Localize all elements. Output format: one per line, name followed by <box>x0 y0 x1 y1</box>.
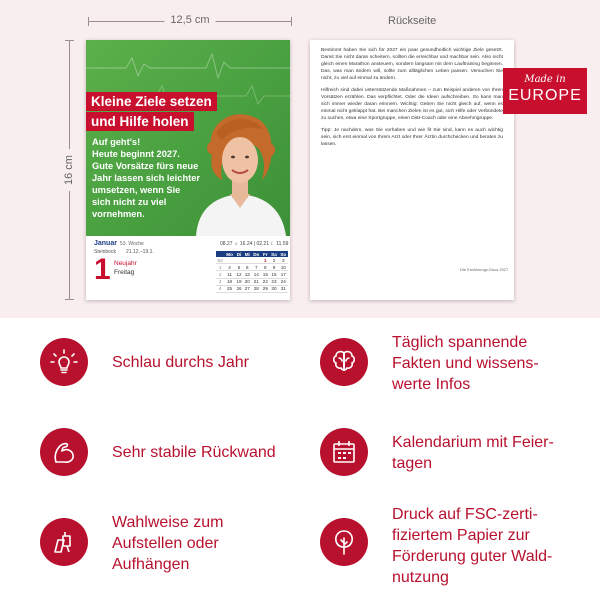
feature-line: nutzung <box>392 569 449 586</box>
headline-line-2: und Hilfe holen <box>86 112 194 131</box>
feature-line: fiziertem Papier zur <box>392 527 530 544</box>
zodiac-sign: Steinbock <box>94 249 116 255</box>
mini-calendar-header: Mo <box>224 251 235 257</box>
mini-calendar-cell: 7 <box>251 264 261 271</box>
mini-calendar-header: Di <box>236 251 242 257</box>
feature-text <box>392 332 539 395</box>
mini-calendar-cell: 8 <box>261 264 269 271</box>
zodiac-range: 21.12.–19.1. <box>126 249 154 255</box>
feature-line: Sehr stabile Rückwand <box>112 444 276 461</box>
mini-calendar-cell: 26 <box>236 286 242 292</box>
lead-line: umsetzen, wenn Sie <box>92 185 181 195</box>
mini-calendar-cell: 13 <box>244 271 250 277</box>
made-in-europe-badge <box>503 68 587 114</box>
mini-calendar-cell: 2 <box>216 271 224 278</box>
mini-calendar-row <box>216 285 288 292</box>
back-paragraph: Tipp: Je nachdem, was Sie vorhaben und wie fit Sie sind, kann es auch wichtig sein, sich erst einmal von Ihrem Arzt oder Ihrer Ärztin durchchecken und beraten zu lassen. <box>321 128 503 147</box>
mini-calendar-cell: 10 <box>279 264 289 271</box>
ecg-line-decoration <box>86 50 290 80</box>
calendar-front-page <box>86 40 290 300</box>
mini-calendar-cell: 17 <box>279 271 289 278</box>
mini-calendar-cell: 12 <box>236 271 242 277</box>
mini-calendar-cell: 3 <box>216 278 224 285</box>
mini-calendar-row <box>216 257 288 264</box>
calendar-date-bar <box>86 236 290 300</box>
feature-line: Täglich spannende <box>392 334 528 351</box>
cover-photo <box>86 40 290 236</box>
feature-line: werte Infos <box>392 376 471 393</box>
mini-calendar-cell: 21 <box>251 278 261 285</box>
mini-calendar-header: Do <box>253 251 260 257</box>
mini-calendar-cell: 1 <box>216 264 224 271</box>
lead-line: Heute beginnt 2027. <box>92 149 180 159</box>
mini-calendar-cell: 14 <box>251 271 261 278</box>
mini-calendar-cell: 16 <box>271 271 277 277</box>
mini-calendar-cell <box>235 257 243 264</box>
feature-text <box>112 512 223 575</box>
back-side-label: Rückseite <box>388 15 437 27</box>
lead-line: Auf geht's! <box>92 137 141 147</box>
back-paragraph: Bestimmt haben Sie sich für 2027 ein paar gesundheitlich wichtige Ziele gesetzt. Damit Sie nicht daran scheitern, sollten die erreichbar und machbar sein. Also nicht gleich einen Marathon ansteuern, sondern langsam mit dem Lauftraining beginnen. Das, was man ändern will, sollte zum alltäglichen Leben passen. Versuchen Sie nicht, zu viel auf einmal zu ändern. <box>321 48 503 81</box>
feature-text <box>392 432 554 474</box>
strong-arm-icon <box>40 428 88 476</box>
feature-line: Aufstellen oder <box>112 535 219 552</box>
mini-calendar-row <box>216 264 288 271</box>
holiday-label: Neujahr <box>114 260 137 267</box>
width-dimension <box>88 14 292 28</box>
lead-line: Jahr lassen sich leichter <box>92 173 201 183</box>
mini-calendar-cell: 25 <box>224 285 235 292</box>
feature-list <box>0 318 600 600</box>
feature-line: Kalendarium mit Feier- <box>392 434 554 451</box>
mini-calendar-cell: 31 <box>279 285 289 292</box>
mini-calendar-header: Mi <box>244 251 250 257</box>
feature-line: Förderung guter Wald- <box>392 548 553 565</box>
stand-hang-icon <box>40 518 88 566</box>
feature-text <box>112 442 276 463</box>
mini-calendar-cell: 19 <box>236 279 242 285</box>
mini-calendar-cell: 20 <box>244 279 250 285</box>
mini-calendar-cell: 27 <box>244 286 250 292</box>
tree-icon <box>320 518 368 566</box>
calendar-back-page <box>310 40 514 300</box>
day-number: 1 <box>94 253 111 286</box>
mini-calendar-cell: 2 <box>269 257 278 264</box>
mini-calendar-cell: 6 <box>243 264 251 271</box>
mini-calendar-cell: 29 <box>262 286 268 292</box>
lightbulb-icon <box>40 338 88 386</box>
headline-line-1: Kleine Ziele setzen <box>86 92 217 111</box>
feature-line: Wahlweise zum <box>112 514 224 531</box>
mini-calendar-cell: 28 <box>251 285 261 292</box>
mini-calendar-cell: 4 <box>224 264 235 271</box>
mini-calendar-cell: 1 <box>261 257 269 264</box>
mini-calendar-cell <box>224 257 235 264</box>
back-paragraph: Hilfreich sind dabei unterstützende Maßnahmen – zum Beispiel anderen von Ihren Vorsätzen erzählen. Das verpflichtet. Oder die Ideen aufschreiben. So kann man sich immer wieder daran erinnern. Wichtig: Geben Sie nicht gleich auf, wenn es einmal nicht geklappt hat. Bei manchen Zielen ist es gut, sich Hilfe oder Verbündete zu suchen, etwa eine Sportgruppe, einen Diät-Coach oder eine Abnehmgruppe. <box>321 88 503 121</box>
lead-line: Gute Vorsätze fürs neue <box>92 161 199 171</box>
month-label: Januar <box>94 240 117 247</box>
height-label: 16 cm <box>63 149 75 191</box>
feature-line: Druck auf FSC-zerti- <box>392 506 538 523</box>
width-label: 12,5 cm <box>164 14 215 26</box>
mini-calendar-row <box>216 278 288 285</box>
badge-line-1: Made in <box>524 74 566 85</box>
mini-calendar-cell: 53 <box>217 257 223 263</box>
mini-calendar-header: Fr <box>263 251 268 257</box>
sun-moon-times: 08.27 ☼ 16.24 | 02.21 ☾ 11.59 <box>220 241 289 247</box>
feature-line: Aufhängen <box>112 556 190 573</box>
badge-line-2: EUROPE <box>508 87 582 104</box>
week-label: 53. Woche <box>120 241 144 247</box>
mini-calendar-cell: 9 <box>269 264 278 271</box>
brain-icon <box>320 338 368 386</box>
lead-line: vornehmen. <box>92 209 145 219</box>
back-source: Die Ernährungs-Docs 2027 <box>460 267 509 272</box>
weekday-label: Freitag <box>114 269 135 276</box>
mini-calendar-row <box>216 271 288 278</box>
mini-calendar-cell: 11 <box>224 271 235 278</box>
calendar-icon <box>320 428 368 476</box>
mini-calendar-cell <box>243 257 251 264</box>
mini-calendar-header: So <box>280 251 287 257</box>
mini-calendar-cell: 23 <box>271 279 277 285</box>
mini-calendar-cell: 30 <box>271 286 277 292</box>
mini-calendar-cell: 22 <box>262 279 268 285</box>
feature-line: Schlau durchs Jahr <box>112 354 249 371</box>
height-dimension <box>62 40 76 300</box>
lead-text <box>92 136 214 220</box>
mini-calendar-cell: 5 <box>235 264 243 271</box>
mini-calendar-header: Sa <box>271 251 277 257</box>
lead-line: sich nicht zu viel <box>92 197 167 207</box>
mini-calendar-cell: 18 <box>224 278 235 285</box>
feature-line: tagen <box>392 455 433 472</box>
feature-line: Fakten und wissens- <box>392 355 539 372</box>
feature-text <box>392 504 552 588</box>
feature-text <box>112 352 249 373</box>
mini-calendar-cell: 15 <box>262 271 268 277</box>
mini-calendar-cell: 3 <box>279 257 289 264</box>
mini-calendar <box>216 251 288 293</box>
mini-calendar-cell: 24 <box>279 278 289 285</box>
mini-calendar-cell <box>251 257 261 264</box>
mini-calendar-cell: 4 <box>216 285 224 292</box>
